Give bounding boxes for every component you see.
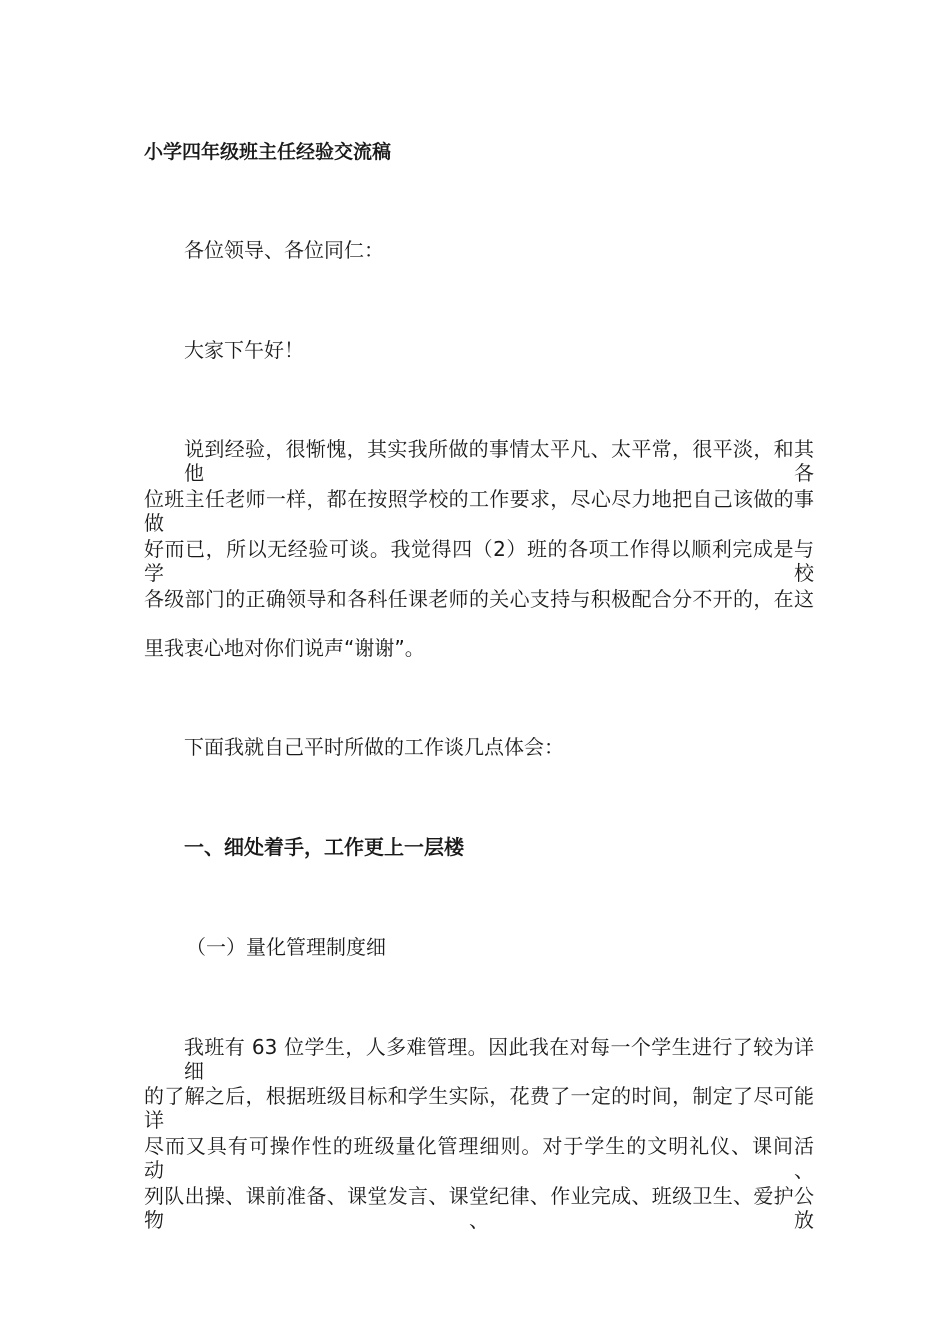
salutation: 各位领导、各位同仁： [184,238,384,262]
section-heading: 一、细处着手，工作更上一层楼 [184,835,464,859]
paragraph1-line-2: 位班主任老师一样，都在按照学校的工作要求，尽心尽力地把自己该做的事做 [144,487,814,535]
paragraph2-line-4: 列队出操、课前准备、课堂发言、课堂纪律、作业完成、班级卫生、爱护公物、放 [144,1184,814,1232]
paragraph2-line-2: 的了解之后，根据班级目标和学生实际，花费了一定的时间，制定了尽可能详 [144,1084,814,1132]
intro-text: 下面我就自己平时所做的工作谈几点体会： [184,735,564,759]
document-title: 小学四年级班主任经验交流稿 [144,141,392,163]
paragraph1-line-4: 各级部门的正确领导和各科任课老师的关心支持与积极配合分不开的，在这 [144,587,814,611]
paragraph1-line-1: 说到经验，很惭愧，其实我所做的事情太平凡、太平常，很平淡，和其他各 [184,437,814,485]
paragraph2-line-1: 我班有 63 位学生，人多难管理。因此我在对每一个学生进行了较为详细 [184,1035,814,1083]
paragraph2-line-3: 尽而又具有可操作性的班级量化管理细则。对于学生的文明礼仪、课间活动、 [144,1134,814,1182]
subsection-heading: （一）量化管理制度细 [186,935,386,959]
paragraph1-line-3: 好而已，所以无经验可谈。我觉得四（2）班的各项工作得以顺利完成是与学校 [144,537,814,585]
paragraph1-line-5: 里我衷心地对你们说声“谢谢”。 [144,636,425,660]
greeting: 大家下午好！ [184,338,304,362]
